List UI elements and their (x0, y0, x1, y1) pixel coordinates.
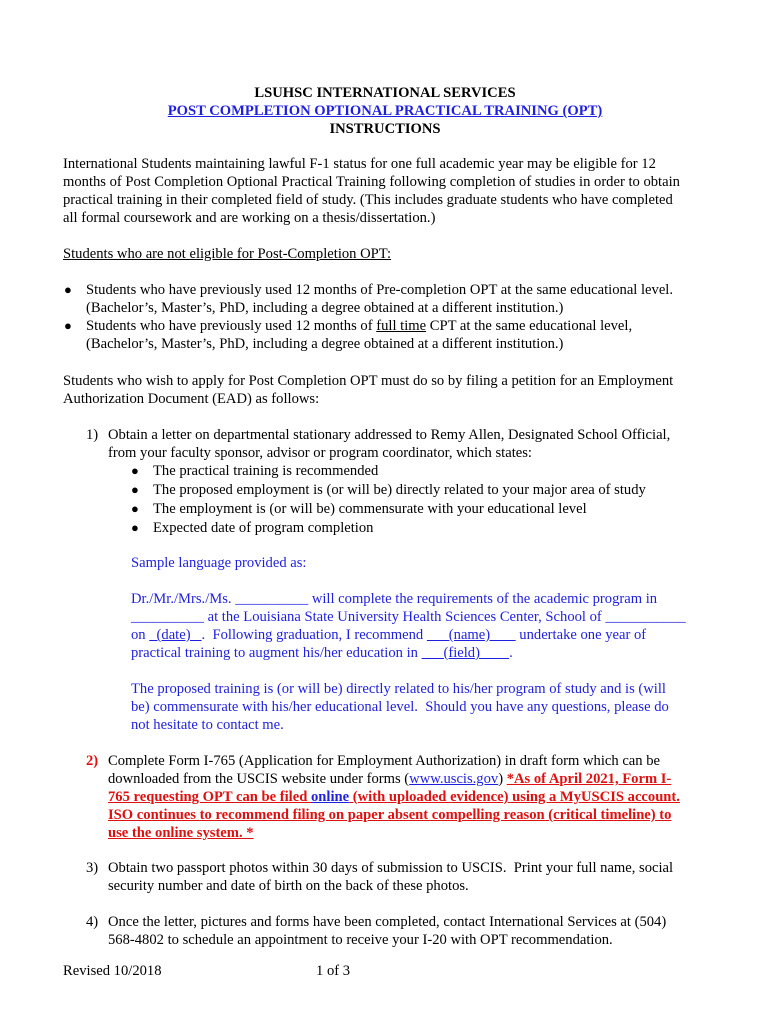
sample-paragraph: be) commensurate with his/her educational level. Should you have any questions, please do (131, 699, 669, 715)
intro-line: months of Post Completion Optional Practical Training following completion of studies in order to obtain (63, 174, 680, 190)
sample-text: . (509, 645, 513, 661)
step-3-number: 3) (86, 860, 99, 876)
sample-line (131, 608, 686, 626)
sample-paragraph: not hesitate to contact me. (131, 717, 284, 733)
ineligible-item-2-detail: (Bachelor’s, Master’s, PhD, including a degree obtained at a different institution.) (86, 336, 564, 352)
bullet-icon: ● (64, 318, 72, 333)
step-2-text-part: downloaded from the USCIS website under forms ( (108, 771, 410, 787)
page-title: POST COMPLETION OPTIONAL PRACTICAL TRAINING (OPT) (167, 103, 603, 119)
intro-line: practical training in their completed field of study. (This includes graduate students who have completed (63, 192, 673, 208)
ineligible-heading: Students who are not eligible for Post-Completion OPT: (63, 246, 392, 262)
name-blank: __________ (235, 591, 309, 607)
step-2-text: Complete Form I-765 (Application for Employment Authorization) in draft form which can be (108, 753, 660, 769)
intro-line: International Students maintaining lawful F-1 status for one full academic year may be eligible for 12 (63, 156, 656, 172)
bullet-icon: ● (131, 501, 139, 516)
step-1-text: from your faculty sponsor, advisor or program coordinator, which states: (108, 445, 532, 461)
sample-text: undertake one year of (515, 627, 647, 643)
field-placeholder: (field) (421, 645, 510, 661)
page-number: 1 of 3 (316, 963, 351, 979)
letter-requirement: The practical training is recommended (153, 463, 379, 479)
step-3-text: security number and date of birth on the back of these photos. (108, 878, 469, 894)
step-2-number: 2) (86, 753, 99, 769)
online-filing-notice: use the online system. * (108, 825, 254, 841)
apply-intro-line: Students who wish to apply for Post Completion OPT must do so by filing a petition for an Employment (63, 373, 674, 389)
full-time-emphasis: full time (376, 318, 427, 334)
bullet-icon: ● (131, 520, 139, 535)
letter-requirement: The employment is (or will be) commensurate with your educational level (153, 501, 587, 517)
step-4-number: 4) (86, 914, 99, 930)
sample-line (131, 644, 513, 662)
sample-text: Dr./Mr./Mrs./Ms. (131, 591, 236, 607)
apply-intro-line: Authorization Document (EAD) as follows: (63, 391, 320, 407)
bullet-icon: ● (131, 463, 139, 478)
online-filing-notice (108, 788, 680, 806)
sample-text: on (131, 627, 150, 643)
ineligible-item-1-detail: (Bachelor’s, Master’s, PhD, including a degree obtained at a different institution.) (86, 300, 564, 316)
name-placeholder: (name) (426, 627, 516, 643)
bullet-icon: ● (64, 282, 72, 297)
sample-paragraph: The proposed training is (or will be) directly related to his/her program of study and is (will (131, 681, 666, 697)
intro-line: all formal coursework and are working on a thesis/dissertation.) (63, 210, 436, 226)
ineligible-item-2-text-end: CPT at the same educational level, (426, 318, 633, 334)
sample-text: at the Louisiana State University Health Sciences Center, School of (203, 609, 606, 625)
online-filing-notice: ISO continues to recommend filing on paper absent compelling reason (critical timeline) to (108, 807, 672, 823)
instructions-heading: INSTRUCTIONS (329, 121, 441, 137)
program-blank: __________ (131, 609, 204, 625)
step-1-text: Obtain a letter on departmental stationary addressed to Remy Allen, Designated School Official, (108, 427, 671, 443)
step-1-number: 1) (86, 427, 99, 443)
org-heading: LSUHSC INTERNATIONAL SERVICES (254, 85, 516, 101)
sample-heading: Sample language provided as: (131, 555, 307, 571)
notice-text: 765 requesting OPT can be filed (108, 789, 311, 805)
ineligible-item-1: Students who have previously used 12 months of Pre-completion OPT at the same educational level. (86, 282, 674, 298)
date-placeholder: (date) (149, 627, 202, 643)
notice-text: (with uploaded evidence) using a MyUSCIS account. (349, 789, 680, 805)
online-filing-notice: *As of April 2021, Form I- (506, 771, 672, 787)
ineligible-item-2 (86, 317, 632, 335)
sample-text: will complete the requirements of the academic program in (308, 591, 658, 607)
step-2-text-part: ) (498, 771, 507, 787)
uscis-link[interactable]: www.uscis.gov (409, 771, 499, 787)
sample-line (131, 626, 646, 644)
step-4-text: Once the letter, pictures and forms have been completed, contact International Services at (504) (108, 914, 667, 930)
step-3-text: Obtain two passport photos within 30 days of submission to USCIS. Print your full name, social (108, 860, 674, 876)
sample-text: . Following graduation, I recommend (201, 627, 427, 643)
letter-requirement: Expected date of program completion (153, 520, 374, 536)
sample-line (131, 590, 657, 608)
school-blank: ___________ (605, 609, 686, 625)
bullet-icon: ● (131, 482, 139, 497)
step-2-text (108, 770, 671, 788)
revision-date: Revised 10/2018 (63, 963, 162, 979)
ineligible-item-2-text: Students who have previously used 12 months of (86, 318, 377, 334)
sample-text: practical training to augment his/her education in (131, 645, 422, 661)
letter-requirement: The proposed employment is (or will be) directly related to your major area of study (153, 482, 646, 498)
step-4-text: 568-4802 to schedule an appointment to receive your I-20 with OPT recommendation. (108, 932, 613, 948)
online-link[interactable]: online (310, 789, 350, 805)
